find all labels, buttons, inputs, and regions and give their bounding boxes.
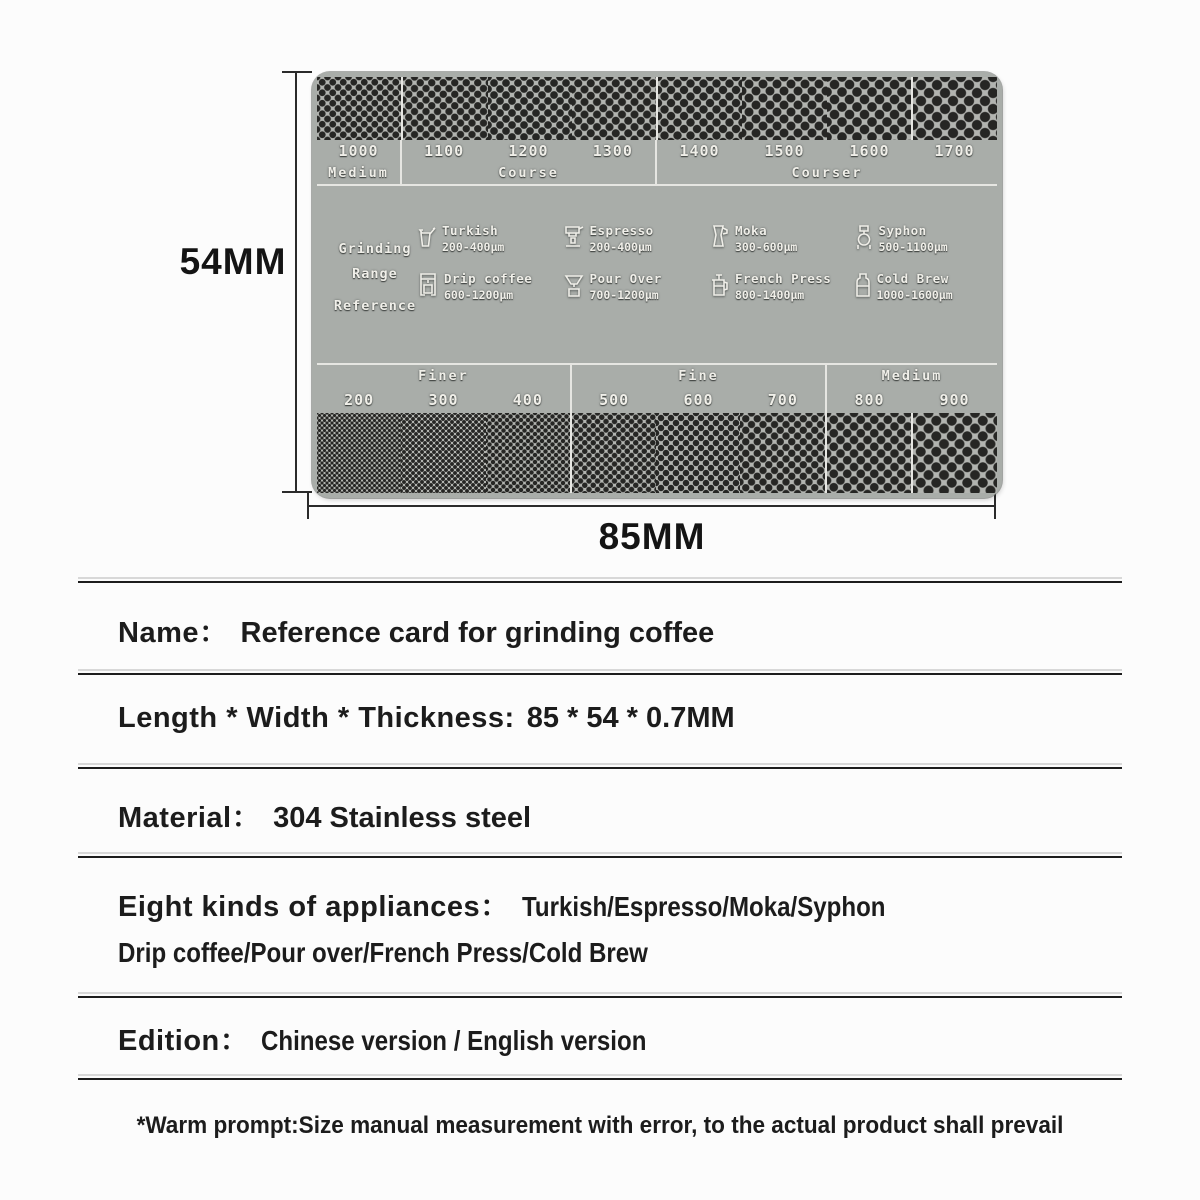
grind-reference-card [312,72,1002,498]
scale-number: 200 [344,391,375,409]
scale-group-finer [317,365,572,413]
coarse-hole-pattern-band [317,77,997,140]
scale-number: 1200 [508,142,549,161]
scale-number: 1500 [764,142,805,161]
appliance-grid [418,222,996,303]
appliance-text [735,222,797,255]
width-dimension-label: 85MM [598,516,706,557]
scale-group-courser [657,140,997,184]
scale-number: 500 [599,391,630,409]
appliance-name: Pour Over [589,271,662,286]
hole-pattern-1300 [572,77,658,140]
appliance-name: Espresso [589,223,654,238]
scale-group-label: Course [498,164,559,181]
hole-pattern-1100 [403,77,487,140]
spec-label: Eight kinds of appliances： [118,891,510,923]
spec-row-edition [118,1018,709,1059]
divider-rule [78,1078,1122,1080]
appliance-text [590,222,654,255]
spec-value: Chinese version / English version [261,1025,647,1056]
hole-pattern-1200 [488,77,572,140]
spec-row-name [118,610,714,651]
scale-group-label: Medium [328,164,389,181]
scale-group-fine [572,365,827,413]
appliance-french-press [709,270,851,303]
scale-number: 1700 [934,142,975,161]
french-press-icon [709,272,729,298]
fine-hole-pattern-band [317,413,997,493]
hole-pattern-900 [913,413,997,493]
scale-group-medium-bottom [827,365,997,413]
scale-group-course [402,140,657,184]
scale-number: 1600 [849,142,890,161]
appliance-turkish [418,222,560,255]
scale-number: 800 [854,391,885,409]
hole-pattern-200 [317,413,401,493]
divider-rule [78,856,1122,858]
width-dimension-line [308,505,996,507]
appliance-pour-over [564,270,706,303]
scale-numbers [402,140,655,163]
cold-brew-icon [855,272,871,298]
appliance-espresso [564,222,706,255]
scale-number: 1000 [338,142,379,161]
scale-number: 1100 [424,142,465,161]
scale-numbers [572,388,825,412]
scale-number: 300 [428,391,459,409]
fine-scale [317,363,997,413]
spec-label: Material： [118,802,262,834]
spec-row-size [118,702,735,735]
pour-over-icon [564,272,584,298]
drip-coffee-icon [418,272,438,298]
spec-value: Turkish/Espresso/Moka/Syphon [521,891,886,922]
appliance-name: Moka [735,223,768,238]
turkish-cezve-icon [418,224,436,250]
spec-value: Reference card for grinding coffee [240,617,715,649]
spec-label: Length * Width * Thickness: [118,702,515,734]
scale-number: 700 [767,391,798,409]
moka-pot-icon [709,224,729,250]
spec-row-appliances-line2 [118,937,734,969]
warm-prompt-footnote: *Warm prompt:Size manual measurement with error, to the actual product shall prevail [136,1112,1064,1139]
hole-pattern-800 [827,413,913,493]
appliance-name: Turkish [442,223,499,238]
spec-value: 85 * 54 * 0.7MM [526,702,735,734]
grind-label-line: Reference [333,298,417,314]
scale-group-label: Fine [678,368,719,384]
hole-pattern-1500 [742,77,826,140]
hole-pattern-1700 [913,77,997,140]
divider-rule [78,581,1122,583]
appliance-drip-coffee [418,270,560,303]
scale-numbers [317,140,400,163]
scale-group-medium-top [317,140,402,184]
divider-rule [78,996,1122,998]
appliance-range: 1000-1600μm [876,288,953,302]
appliance-text [735,270,831,303]
appliance-text [442,222,504,255]
syphon-icon [855,224,873,250]
appliance-range: 300-600μm [735,240,798,254]
appliance-text [879,222,948,255]
coarse-scale [317,140,997,186]
appliance-range: 200-400μm [442,240,505,254]
appliance-moka [709,222,851,255]
scale-number: 1300 [592,142,633,161]
appliance-range: 500-1100μm [878,240,948,254]
hole-pattern-1000 [317,77,403,140]
appliance-syphon [855,222,997,255]
height-dimension-label: 54MM [179,241,287,282]
spec-value: Drip coffee/Pour over/French Press/Cold Brew [118,937,648,968]
height-dimension-tick-top [282,71,312,73]
appliance-text [877,270,953,303]
spec-row-appliances [118,884,944,925]
spec-label: Edition： [118,1025,250,1057]
scale-group-label: Courser [791,164,863,181]
divider-rule [78,673,1122,675]
spec-value: 304 Stainless steel [273,802,532,834]
spec-label: Name： [118,617,229,649]
appliance-range: 800-1400μm [735,288,805,302]
grind-label-line: Range [352,266,398,282]
appliance-name: French Press [735,271,832,286]
grinding-range-reference-label [328,237,422,319]
width-dimension-tick-left [307,493,309,519]
hole-pattern-300 [401,413,485,493]
scale-number: 400 [512,391,543,409]
scale-numbers [317,388,570,412]
hole-pattern-500 [572,413,656,493]
scale-number: 900 [939,391,970,409]
appliance-range: 700-1200μm [589,288,659,302]
divider-rule [78,767,1122,769]
spec-row-material [118,795,531,836]
scale-number: 1400 [679,142,720,161]
hole-pattern-600 [656,413,740,493]
hole-pattern-1600 [827,77,913,140]
espresso-machine-icon [564,224,584,250]
appliance-name: Drip coffee [444,271,533,286]
scale-numbers [657,140,997,163]
grind-label-line: Grinding [338,241,412,257]
width-dimension-tick-right [994,493,996,519]
appliance-range: 600-1200μm [444,288,514,302]
scale-numbers [827,388,997,412]
appliance-name: Cold Brew [876,271,949,286]
appliance-name: Syphon [878,223,927,238]
appliance-text [590,270,662,303]
hole-pattern-1400 [658,77,742,140]
appliance-cold-brew [855,270,997,303]
scale-group-label: Medium [881,368,943,384]
appliance-range: 200-400μm [589,240,652,254]
scale-group-label: Finer [418,368,469,384]
hole-pattern-400 [486,413,572,493]
hole-pattern-700 [740,413,826,493]
scale-number: 600 [683,391,714,409]
appliance-text [444,270,532,303]
